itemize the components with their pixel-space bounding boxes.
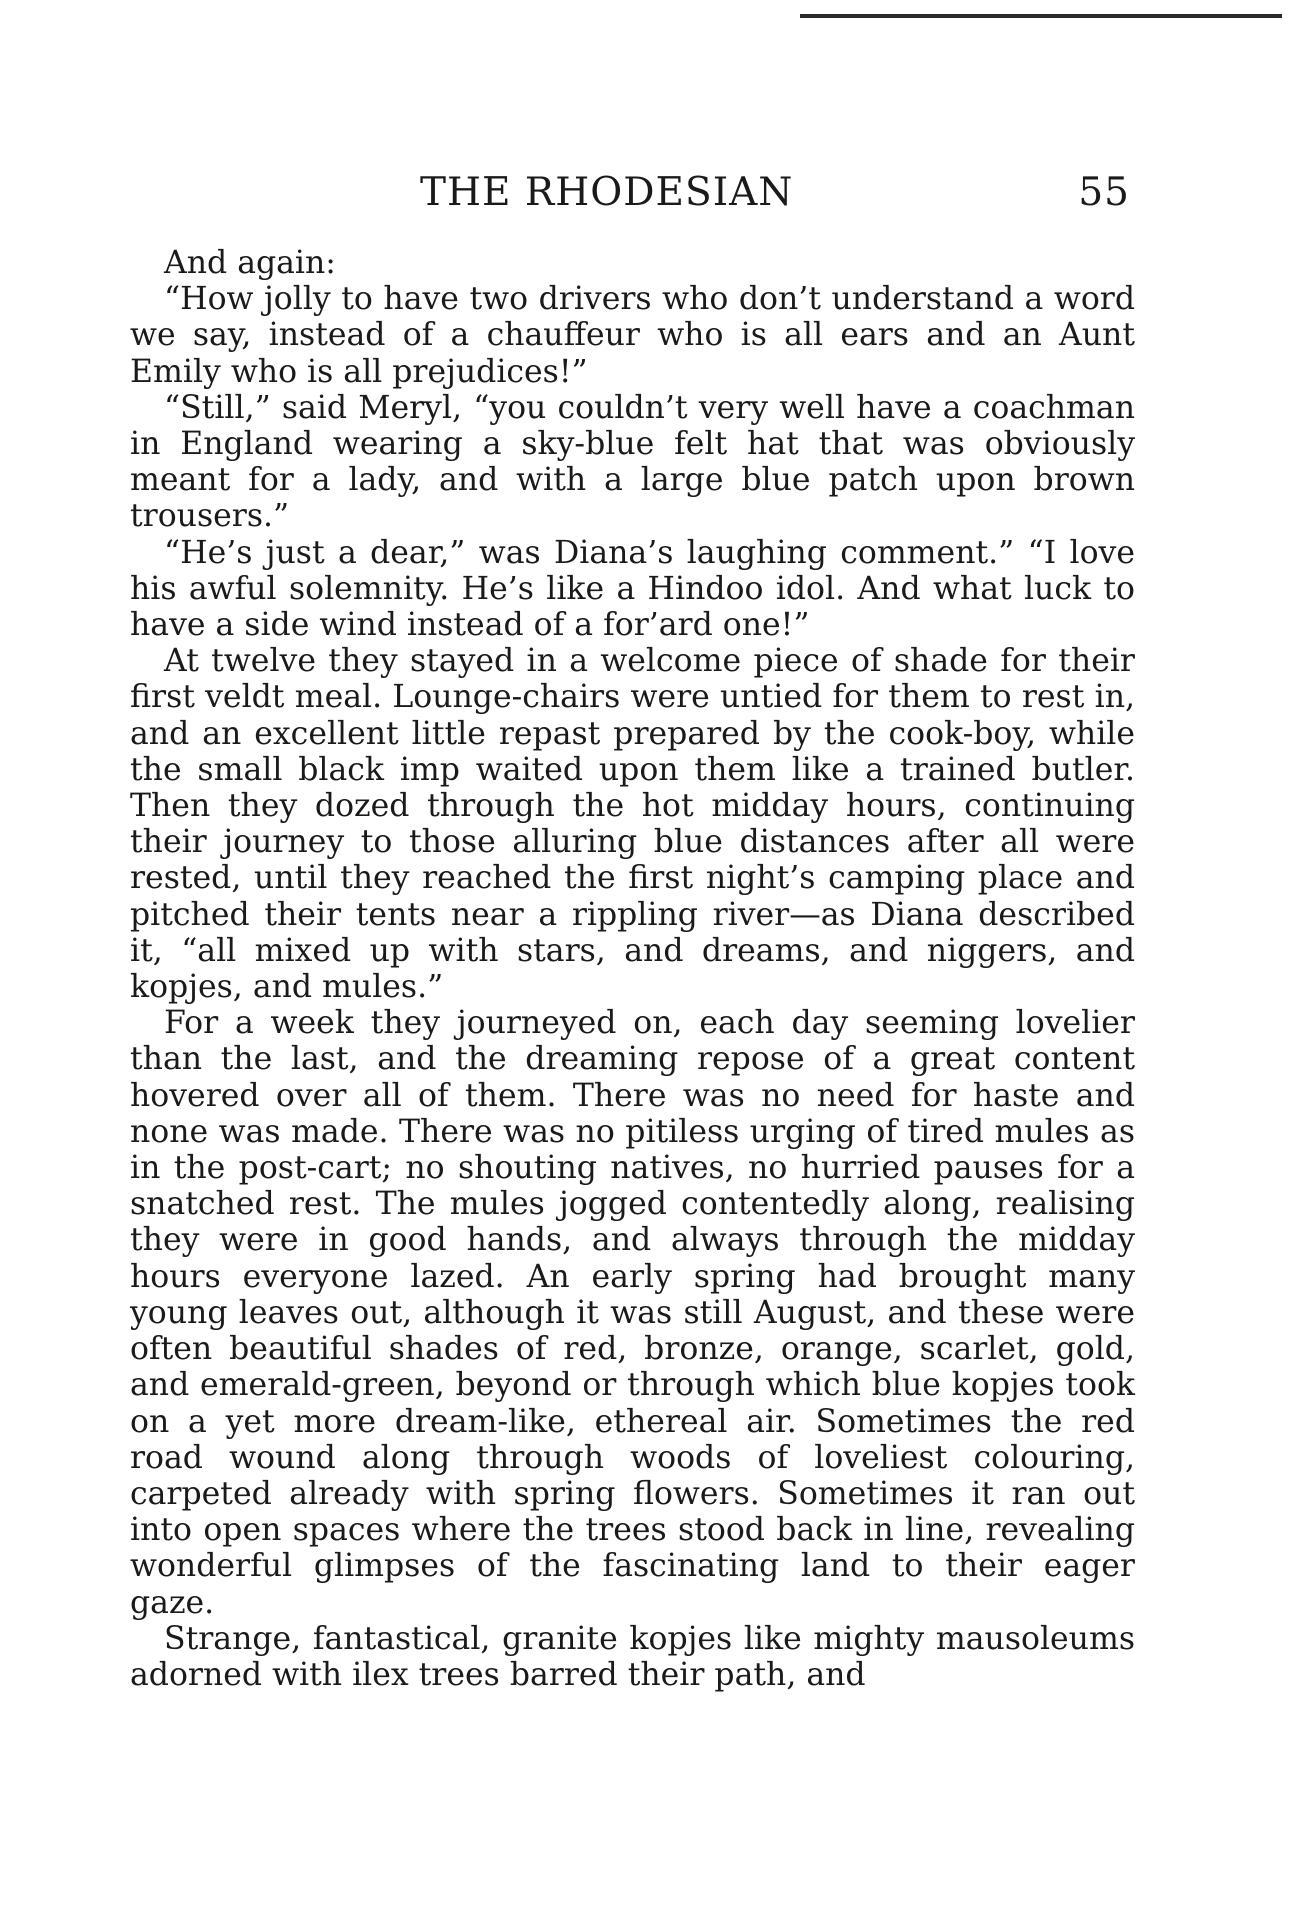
running-header <box>130 170 1130 220</box>
scan-edge-line <box>800 14 1282 18</box>
body-text <box>130 245 1135 1693</box>
paragraph: Strange, fantastical, granite kopjes like mighty mausoleums adorned with ilex trees barred their path, and <box>130 1620 1135 1693</box>
paragraph: And again: <box>164 245 336 281</box>
paragraph: For a week they journeyed on, each day seeming lovelier than the last, and the dreaming repose of a great content hovered over all of them. There was no need for haste and none was made. There was no pitiless urging of tired mules as in the post-cart; no shouting natives, no hurried pauses for a snatched rest. The mules jogged contentedly along, realising they were in good hands, and always through the midday hours everyone lazed. An early spring had brought many young leaves out, although it was still August, and these were often beautiful shades of red, bronze, orange, scarlet, gold, and emerald-green, beyond or through which blue kopjes took on a yet more dream-like, ethereal air. Sometimes the red road wound along through woods of loveliest colouring, carpeted already with spring flowers. Sometimes it ran out into open spaces where the trees stood back in line, revealing wonderful glimpses of the fascinating land to their eager gaze. <box>130 1005 1135 1621</box>
running-title: THE RHODESIAN <box>420 170 794 215</box>
paragraph: “Still,” said Meryl, “you couldn’t very well have a coachman in England wearing a sky-blue felt hat that was obviously meant for a lady, and with a large blue patch upon brown trousers.” <box>130 389 1135 535</box>
paragraph: “How jolly to have two drivers who don’t understand a word we say, instead of a chauffeur who is all ears and an Aunt Emily who is all prejudices!” <box>130 281 1135 390</box>
paragraph: At twelve they stayed in a welcome piece of shade for their first veldt meal. Lounge-chairs were untied for them to rest in, and an excellent little repast prepared by the cook-boy, while the small black imp waited upon them like a trained butler. Then they dozed through the hot midday hours, continuing their journey to those alluring blue distances after all were rested, until they reached the first night’s camping place and pitched their tents near a rippling river—as Diana described it, “all mixed up with stars, and dreams, and niggers, and kopjes, and mules.” <box>130 643 1135 1006</box>
page-number: 55 <box>1078 170 1130 215</box>
paragraph: “He’s just a dear,” was Diana’s laughing comment.” “I love his awful solemnity. He’s like a Hindoo idol. And what luck to have a side wind instead of a for’ard one!” <box>130 534 1135 644</box>
